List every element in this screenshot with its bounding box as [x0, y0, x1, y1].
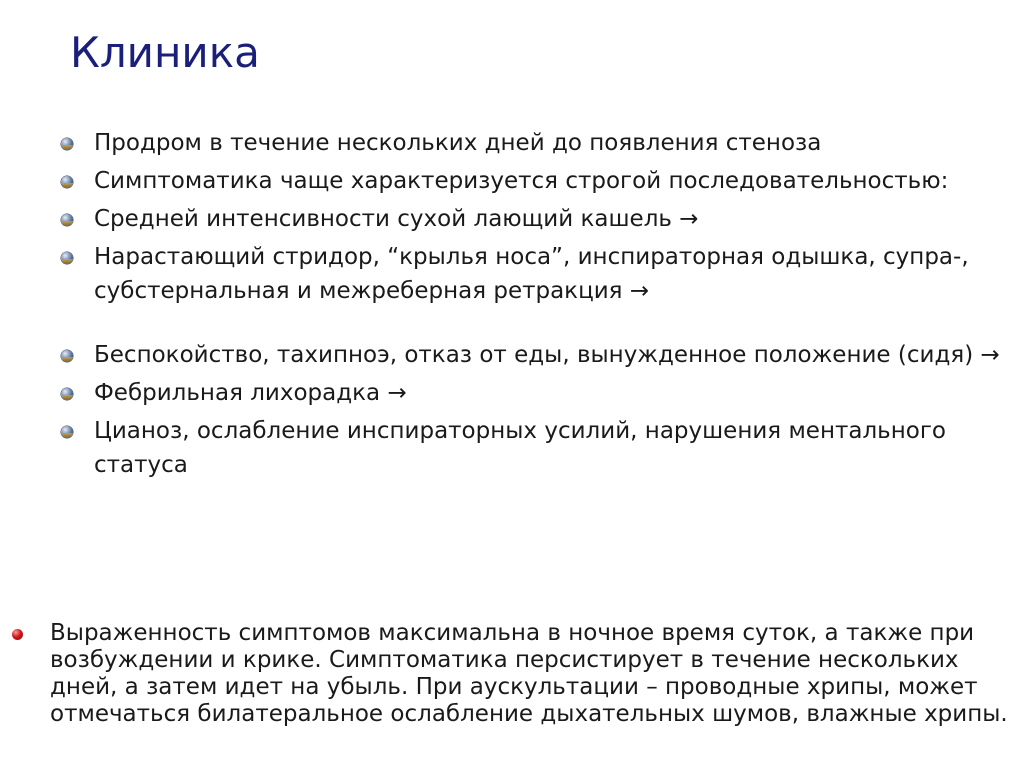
summary-note: [10, 620, 1015, 728]
bullet-item: [56, 202, 1016, 236]
bullet-list: [56, 126, 1016, 486]
sphere-bullet-icon: [61, 138, 73, 150]
slide-title: Клиника: [70, 28, 260, 77]
bullet-item: [56, 414, 1016, 482]
red-sphere-bullet-icon: [12, 629, 23, 640]
sphere-bullet-icon: [61, 214, 73, 226]
sphere-bullet-icon: [61, 388, 73, 400]
bullet-text: Фебрильная лихорадка →: [94, 380, 407, 406]
bullet-item: [56, 338, 1016, 372]
sphere-bullet-icon: [61, 176, 73, 188]
bullet-item: [56, 164, 1016, 198]
bullet-text: Цианоз, ослабление инспираторных усилий, нарушения ментального статуса: [94, 418, 946, 478]
bullet-text: Нарастающий стридор, “крылья носа”, инспираторная одышка, супра-, субстернальная и межреберная ретракция →: [94, 244, 969, 304]
bullet-text: Средней интенсивности сухой лающий кашель →: [94, 206, 699, 232]
bullet-item: [56, 126, 1016, 160]
sphere-bullet-icon: [61, 426, 73, 438]
sphere-bullet-icon: [61, 252, 73, 264]
bullet-text: Беспокойство, тахипноэ, отказ от еды, вынужденное положение (сидя) →: [94, 342, 1000, 368]
sphere-bullet-icon: [61, 350, 73, 362]
bullet-text: Продром в течение нескольких дней до появления стеноза: [94, 130, 822, 156]
bullet-text: Симптоматика чаще характеризуется строгой последовательностью:: [94, 168, 949, 194]
bullet-item: [56, 240, 1016, 308]
summary-note-text: Выраженность симптомов максимальна в ночное время суток, а также при возбуждении и крике. Симптоматика персистирует в течение нескольких дней, а затем идет на убыль. При аускультации – проводные хрипы, может отмечаться билатеральное ослабление дыхательных шумов, влажные хрипы.: [50, 620, 1008, 727]
bullet-item: [56, 376, 1016, 410]
